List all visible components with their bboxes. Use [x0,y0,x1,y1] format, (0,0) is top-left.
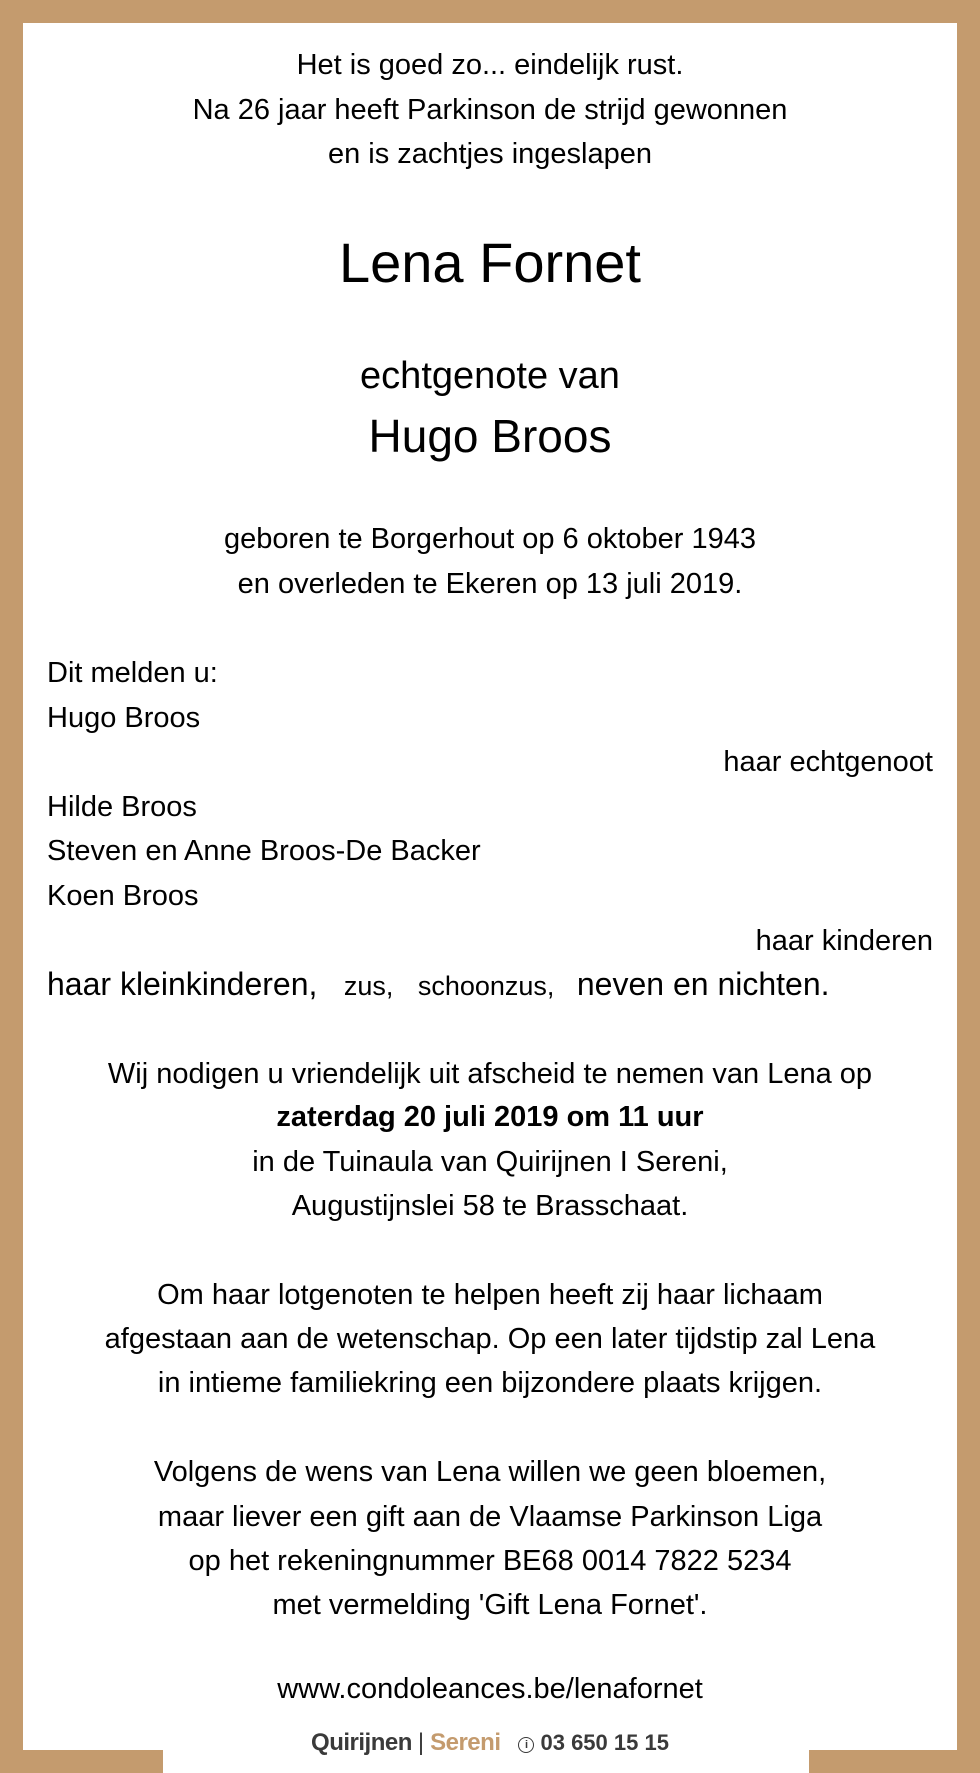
announcer-child: Hilde Broos [47,791,197,823]
donation-account: op het rekeningnummer BE68 0014 7822 5234 [188,1545,792,1577]
relative-sister: zus, [343,971,394,1001]
brand-quirijnen: Quirijnen [311,1729,412,1756]
donation-line: maar liever een gift aan de Vlaamse Parkinson Liga [157,1501,823,1533]
funeral-home-footer [0,1728,980,1758]
intro-line: en is zachtjes ingeslapen [327,138,653,170]
spouse-name: Hugo Broos [368,410,612,462]
intro-line: Het is goed zo... eindelijk rust. [296,49,684,81]
relative-sister-in-law: schoonzus, [417,971,555,1001]
ceremony-venue: in de Tuinaula van Quirijnen I Sereni, [252,1146,728,1178]
children-role: haar kinderen [755,925,933,957]
spouse-intro: echtgenote van [360,355,620,397]
science-line: Om haar lotgenoten te helpen heeft zij haar lichaam [157,1279,823,1311]
donation-reference: met vermelding 'Gift Lena Fornet'. [272,1589,708,1621]
announcer-child: Steven en Anne Broos-De Backer [47,835,481,867]
announcer-spouse: Hugo Broos [47,702,201,734]
brand-sereni: Sereni [430,1729,501,1756]
deceased-name: Lena Fornet [339,231,641,294]
phone-icon: i [518,1737,534,1753]
other-relatives [47,966,830,1003]
brand-separator: | [417,1729,425,1756]
announcer-child: Koen Broos [47,880,199,912]
relative-cousins: neven en nichten. [576,966,830,1002]
ceremony-date: zaterdag 20 juli 2019 om 11 uur [276,1101,704,1133]
donation-line: Volgens de wens van Lena willen we geen bloemen, [153,1456,827,1488]
ceremony-address: Augustijnslei 58 te Brasschaat. [291,1190,689,1222]
science-line: in intieme familiekring een bijzondere plaats krijgen. [157,1367,823,1399]
condolence-website[interactable]: www.condoleances.be/lenafornet [277,1673,703,1705]
announcers-heading: Dit melden u: [47,657,218,689]
birth-line: geboren te Borgerhout op 6 oktober 1943 [223,523,757,555]
relative-grandchildren: haar kleinkinderen, [47,966,318,1002]
death-line: en overleden te Ekeren op 13 juli 2019. [237,568,743,600]
science-line: afgestaan aan de wetenschap. Op een later tijdstip zal Lena [104,1323,876,1355]
intro-line: Na 26 jaar heeft Parkinson de strijd gewonnen [192,94,788,126]
invitation-line: Wij nodigen u vriendelijk uit afscheid te nemen van Lena op [107,1058,873,1090]
spouse-role: haar echtgenoot [723,746,933,778]
phone-number: 03 650 15 15 [540,1730,669,1755]
